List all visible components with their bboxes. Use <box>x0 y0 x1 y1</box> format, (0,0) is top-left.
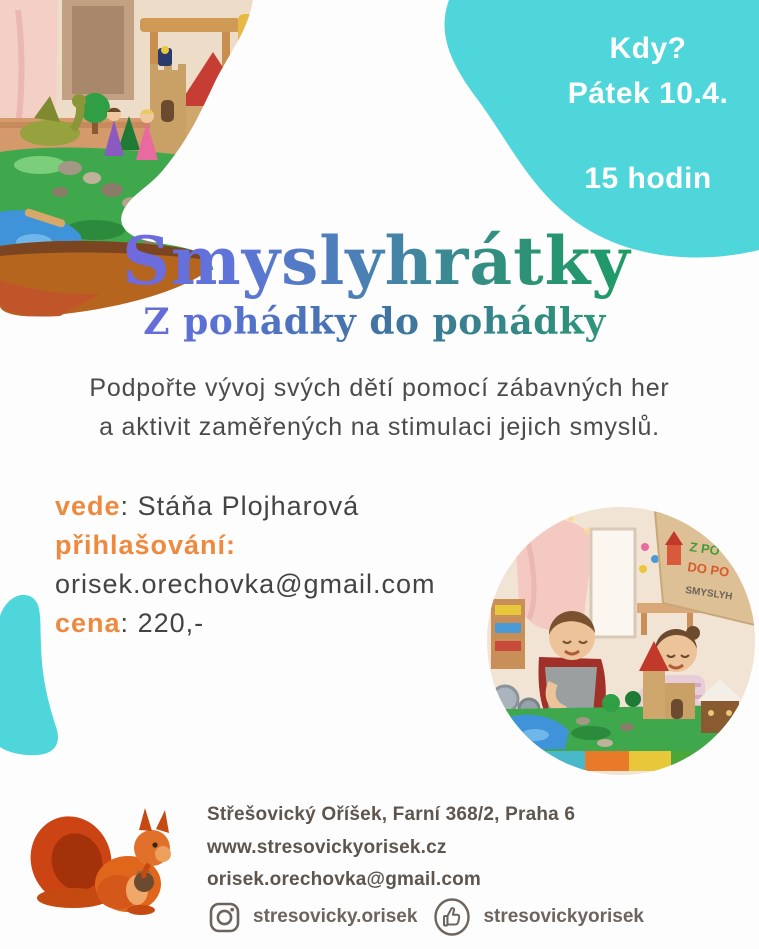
photo-dragon-head <box>72 94 86 108</box>
signup-label: přihlašování: <box>55 530 237 560</box>
children-playing-photo <box>487 507 755 775</box>
when-time: 15 hodin <box>584 162 712 195</box>
description-line-2: a aktivit zaměřených na stimulaci jejich smyslů. <box>99 413 660 441</box>
photo-table-blur <box>140 18 240 32</box>
page-subtitle: Z pohádky do pohádky <box>0 301 749 343</box>
photo-castle-window <box>161 100 174 122</box>
photo2-stone <box>597 739 613 747</box>
instagram-frame <box>211 904 238 931</box>
price-separator: : <box>120 608 138 638</box>
footer-email: orisek.orechovka@gmail.com <box>207 869 482 890</box>
photo-grass-light <box>14 156 66 174</box>
photo2-edge-red <box>713 751 753 771</box>
teal-blob-left-shape <box>0 595 58 755</box>
when-label: Kdy? <box>609 32 687 65</box>
photo2-sign-line-2: DO PO <box>686 559 731 580</box>
photo2-edge-green <box>671 751 713 771</box>
photo2-stone <box>576 717 590 725</box>
signup-email: orisek.orechovka@gmail.com <box>55 569 436 599</box>
photo2-edge-yellow <box>629 751 671 771</box>
photo2-castle-gate <box>671 699 683 719</box>
photo-stone <box>52 187 68 197</box>
photo2-castle-tower <box>643 671 665 719</box>
photo2-fairy-light <box>529 529 534 534</box>
photo2-sign-line-3: SMYSLYH <box>684 585 734 603</box>
lead-line <box>55 487 436 526</box>
photo-stone <box>58 161 82 175</box>
photo2-small-tree <box>602 694 620 712</box>
instagram-handle: stresovicky.orisek <box>253 906 418 927</box>
footer-address: Střešovický Oříšek, Farní 368/2, Praha 6 <box>207 804 576 825</box>
facebook-like-icon <box>433 898 471 936</box>
photo2-grass-dark <box>571 726 611 740</box>
photo2-water-highlight <box>521 729 549 741</box>
price-line <box>55 604 436 643</box>
instagram-icon <box>208 901 241 934</box>
photo2-rainbow-table-edge <box>493 751 753 771</box>
photo-castle-crenellation <box>150 64 158 74</box>
photo2-books <box>495 623 521 633</box>
photo-dragon-toy <box>20 120 80 146</box>
photo-doorway-inner <box>72 6 124 94</box>
event-details <box>55 487 436 643</box>
price-label: cena <box>55 608 121 638</box>
photo2-fairy-light <box>569 517 574 522</box>
when-block <box>548 26 748 201</box>
photo2-sign-line-1: Z PO <box>688 539 721 559</box>
event-description <box>0 369 759 447</box>
photo-castle-wall <box>186 106 242 158</box>
photo-castle-crenellation <box>178 64 186 74</box>
photo2-edge-blue <box>493 751 543 771</box>
price-value: 220,- <box>137 608 205 638</box>
squirrel-eye <box>152 842 157 847</box>
squirrel-logo <box>25 798 190 928</box>
facebook-handle: stresovickyorisek <box>483 906 644 927</box>
footer-website: www.stresovickyorisek.cz <box>207 836 447 858</box>
photo-stone <box>101 183 123 197</box>
photo2-door <box>591 529 635 637</box>
photo2-stone <box>620 723 634 731</box>
photo2-gingerbread-decor <box>708 710 714 716</box>
squirrel-foot <box>127 905 155 915</box>
squirrel-ear <box>156 810 169 833</box>
photo2-edge-orange <box>585 751 629 771</box>
photo-yellow-chair <box>238 14 282 60</box>
instagram-dot <box>230 907 234 911</box>
description-line-1: Podpořte vývoj svých dětí pomocí zábavných her <box>89 374 670 402</box>
photo2-wall-decor <box>651 555 659 563</box>
photo2-metal-pot <box>492 686 518 712</box>
photo2-books <box>495 605 521 615</box>
lead-label: vede <box>55 491 121 521</box>
photo2-gingerbread-house <box>701 699 739 733</box>
like-thumb <box>448 908 460 924</box>
photo-stone <box>83 172 101 184</box>
photo-toy-figure-head <box>161 46 169 54</box>
lead-separator: : <box>120 491 138 521</box>
photo2-edge-cyan <box>543 751 585 771</box>
photo2-books <box>495 641 521 651</box>
photo2-fairy-light <box>585 529 590 534</box>
photo2-fairy-light <box>547 519 552 524</box>
photo-grass-dark <box>136 188 204 212</box>
photo2-bg-table-leg <box>641 613 647 635</box>
photo2-girl-bun <box>686 626 700 640</box>
squirrel-ear <box>139 808 152 831</box>
photo2-sign-castle-doodle <box>667 543 681 565</box>
instagram-lens <box>218 910 231 923</box>
photo2-wall-decor <box>641 543 649 551</box>
like-circle <box>436 900 469 935</box>
when-date: Pátek 10.4. <box>567 77 729 110</box>
photo2-wall-decor <box>639 565 647 573</box>
footer-contact <box>207 799 575 897</box>
photo2-small-tree <box>625 691 641 707</box>
lead-value: Stáňa Plojharová <box>137 491 360 521</box>
photo-table-leg <box>222 32 230 72</box>
page-title: Smyslyhrátky <box>0 222 753 300</box>
photo2-gingerbread-decor <box>726 710 732 716</box>
squirrel-muzzle <box>155 846 171 862</box>
photo2-fairy-light <box>519 545 524 550</box>
social-row <box>208 898 660 936</box>
photo-stone <box>122 197 142 209</box>
children-photo-scene <box>487 507 755 775</box>
photo-stone <box>138 209 162 223</box>
teal-blob-left <box>0 590 62 760</box>
